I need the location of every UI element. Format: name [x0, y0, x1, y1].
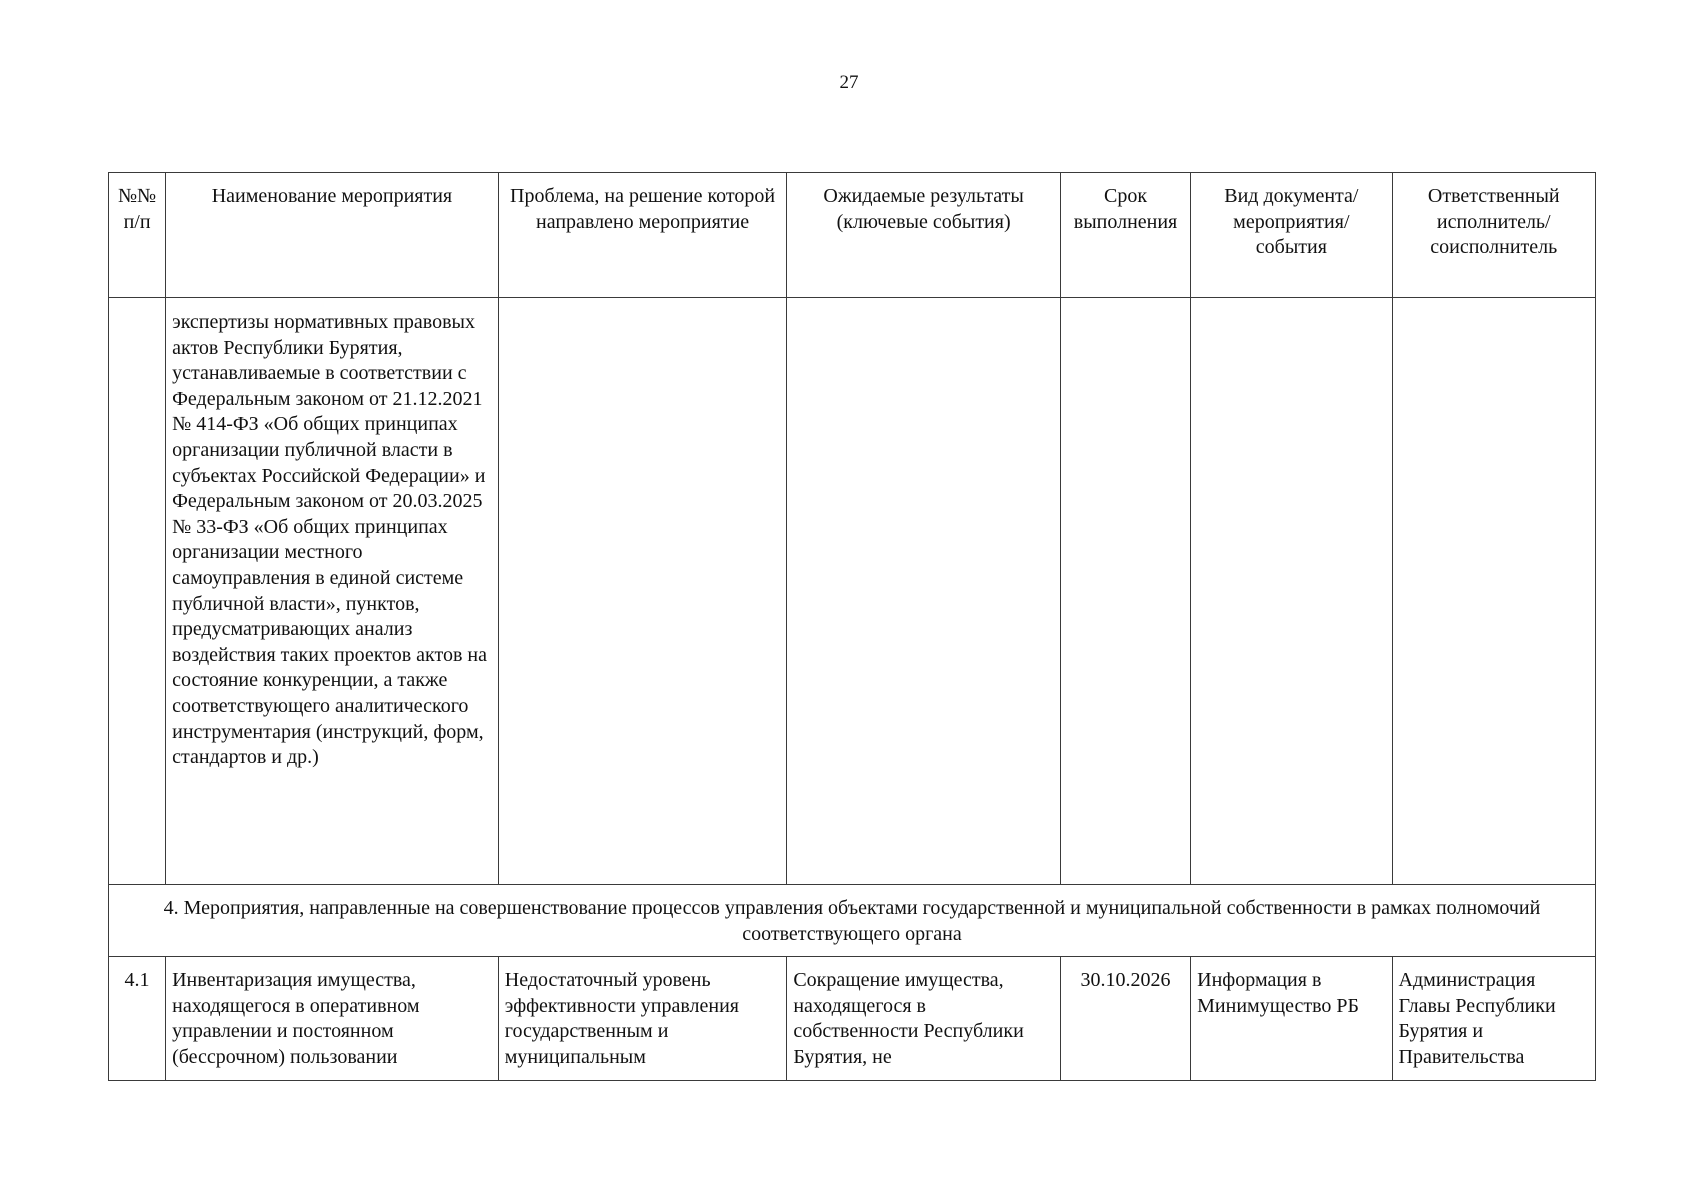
- header-problem: Проблема, на решение которой направлено мероприятие: [498, 173, 787, 298]
- cell-doc: Информация в Минимущество РБ: [1191, 957, 1392, 1081]
- cell-results: [787, 298, 1061, 885]
- cell-results: Сокращение имущества, находящегося в собственности Республики Бурятия, не: [787, 957, 1061, 1081]
- header-doc: Вид документа/ мероприятия/ события: [1191, 173, 1392, 298]
- header-term: Срок выполнения: [1060, 173, 1190, 298]
- cell-num: [109, 298, 166, 885]
- cell-doc: [1191, 298, 1392, 885]
- section-heading-row: [109, 885, 1596, 957]
- table-row: [109, 957, 1596, 1081]
- action-plan-table: [108, 172, 1596, 1081]
- cell-name: экспертизы нормативных правовых актов Республики Бурятия, устанавливаемые в соответствии с Федеральным законом от 21.12.2021 № 414-ФЗ «Об общих принципах организации публичной власти в субъектах Российской Федерации» и Федеральным законом от 20.03.2025 № 33-ФЗ «Об общих принципах организации местного самоуправления в единой системе публичной власти», пунктов, предусматривающих анализ воздействия таких проектов актов на состояние конкуренции, а также соответствующего аналитического инструментария (инструкций, форм, стандартов и др.): [166, 298, 499, 885]
- header-name: Наименование мероприятия: [166, 173, 499, 298]
- cell-problem: Недостаточный уровень эффективности управления государственным и муниципальным: [498, 957, 787, 1081]
- page-number: 27: [839, 72, 859, 93]
- cell-name: Инвентаризация имущества, находящегося в оперативном управлении и постоянном (бессрочном) пользовании: [166, 957, 499, 1081]
- header-results: Ожидаемые результаты (ключевые события): [787, 173, 1061, 298]
- cell-responsible: Администрация Главы Республики Бурятия и Правительства: [1392, 957, 1595, 1081]
- cell-term: [1060, 298, 1190, 885]
- header-responsible: Ответственный исполнитель/ соисполнитель: [1392, 173, 1595, 298]
- table-header-row: [109, 173, 1596, 298]
- header-num: №№ п/п: [109, 173, 166, 298]
- table-row: [109, 298, 1596, 885]
- cell-num: 4.1: [109, 957, 166, 1081]
- cell-problem: [498, 298, 787, 885]
- cell-responsible: [1392, 298, 1595, 885]
- cell-term: 30.10.2026: [1060, 957, 1190, 1081]
- section-heading: 4. Мероприятия, направленные на совершенствование процессов управления объектами государственной и муниципальной собственности в рамках полномочий соответствующего органа: [109, 885, 1596, 957]
